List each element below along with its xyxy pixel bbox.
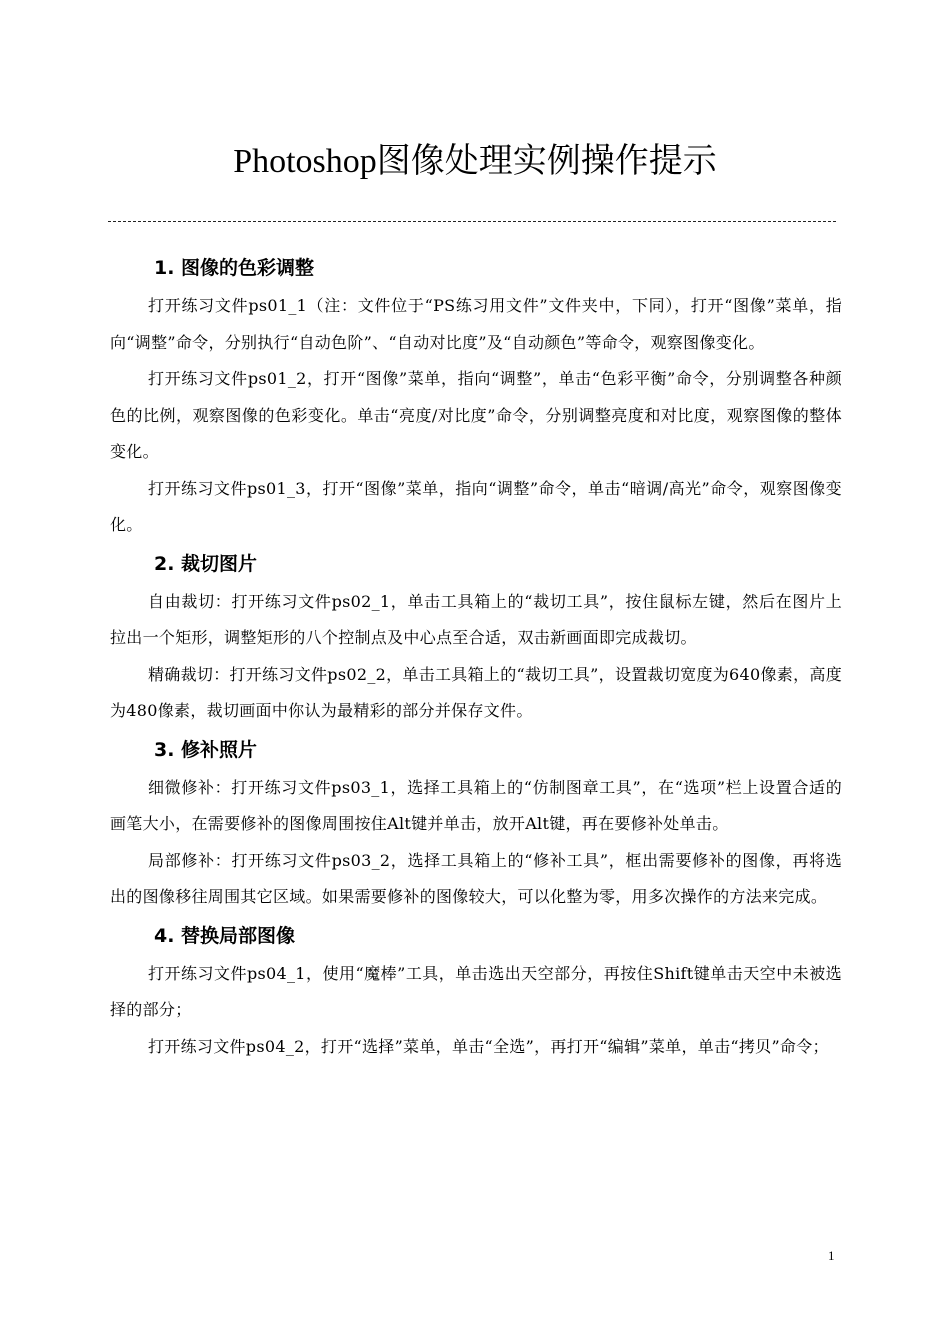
paragraph: 打开练习文件ps01_2，打开“图像”菜单，指向“调整”，单击“色彩平衡”命令，分别调整各种颜色的比例，观察图像的色彩变化。单击“亮度/对比度”命令，分别调整亮度和对比度，观察图像的整体变化。	[110, 369, 842, 461]
divider-line	[108, 221, 836, 222]
section-repair	[110, 730, 842, 916]
paragraph: 打开练习文件ps01_1（注：文件位于“PS练习用文件”文件夹中，下同），打开“图像”菜单，指向“调整”命令，分别执行“自动色阶”、“自动对比度”及“自动颜色”等命令，观察图像变化。	[110, 296, 842, 352]
paragraph: 局部修补：打开练习文件ps03_2，选择工具箱上的“修补工具”，框出需要修补的图像，再将选出的图像移往周围其它区域。如果需要修补的图像较大，可以化整为零，用多次操作的方法来完成。	[110, 850, 842, 906]
document-body	[110, 248, 842, 1065]
section-heading: 2. 裁切图片	[154, 552, 258, 575]
section-crop	[110, 544, 842, 730]
paragraph: 打开练习文件ps04_1，使用“魔棒”工具，单击选出天空部分，再按住Shift键单击天空中未被选择的部分；	[110, 963, 842, 1019]
paragraph: 打开练习文件ps01_3，打开“图像”菜单，指向“调整”命令，单击“暗调/高光”命令，观察图像变化。	[110, 478, 842, 534]
paragraph: 自由裁切：打开练习文件ps02_1，单击工具箱上的“裁切工具”，按住鼠标左键，然后在图片上拉出一个矩形，调整矩形的八个控制点及中心点至合适，双击新画面即完成裁切。	[110, 591, 842, 647]
paragraph: 精确裁切：打开练习文件ps02_2，单击工具箱上的“裁切工具”，设置裁切宽度为640像素，高度为480像素，裁切画面中你认为最精彩的部分并保存文件。	[110, 664, 842, 720]
paragraph: 打开练习文件ps04_2，打开“选择”菜单，单击“全选”，再打开“编辑”菜单，单击“拷贝”命令；	[148, 1036, 829, 1056]
section-heading: 4. 替换局部图像	[154, 924, 296, 947]
section-replace	[110, 916, 842, 1066]
paragraph: 细微修补：打开练习文件ps03_1，选择工具箱上的“仿制图章工具”，在“选项”栏上设置合适的画笔大小，在需要修补的图像周围按住Alt键并单击，放开Alt键，再在要修补处单击。	[110, 777, 842, 833]
section-color-adjust	[110, 248, 842, 544]
page-number: 1	[828, 1248, 835, 1263]
document-title: Photoshop图像处理实例操作提示	[233, 143, 717, 180]
section-heading: 1. 图像的色彩调整	[154, 257, 315, 279]
section-heading: 3. 修补照片	[154, 738, 258, 761]
